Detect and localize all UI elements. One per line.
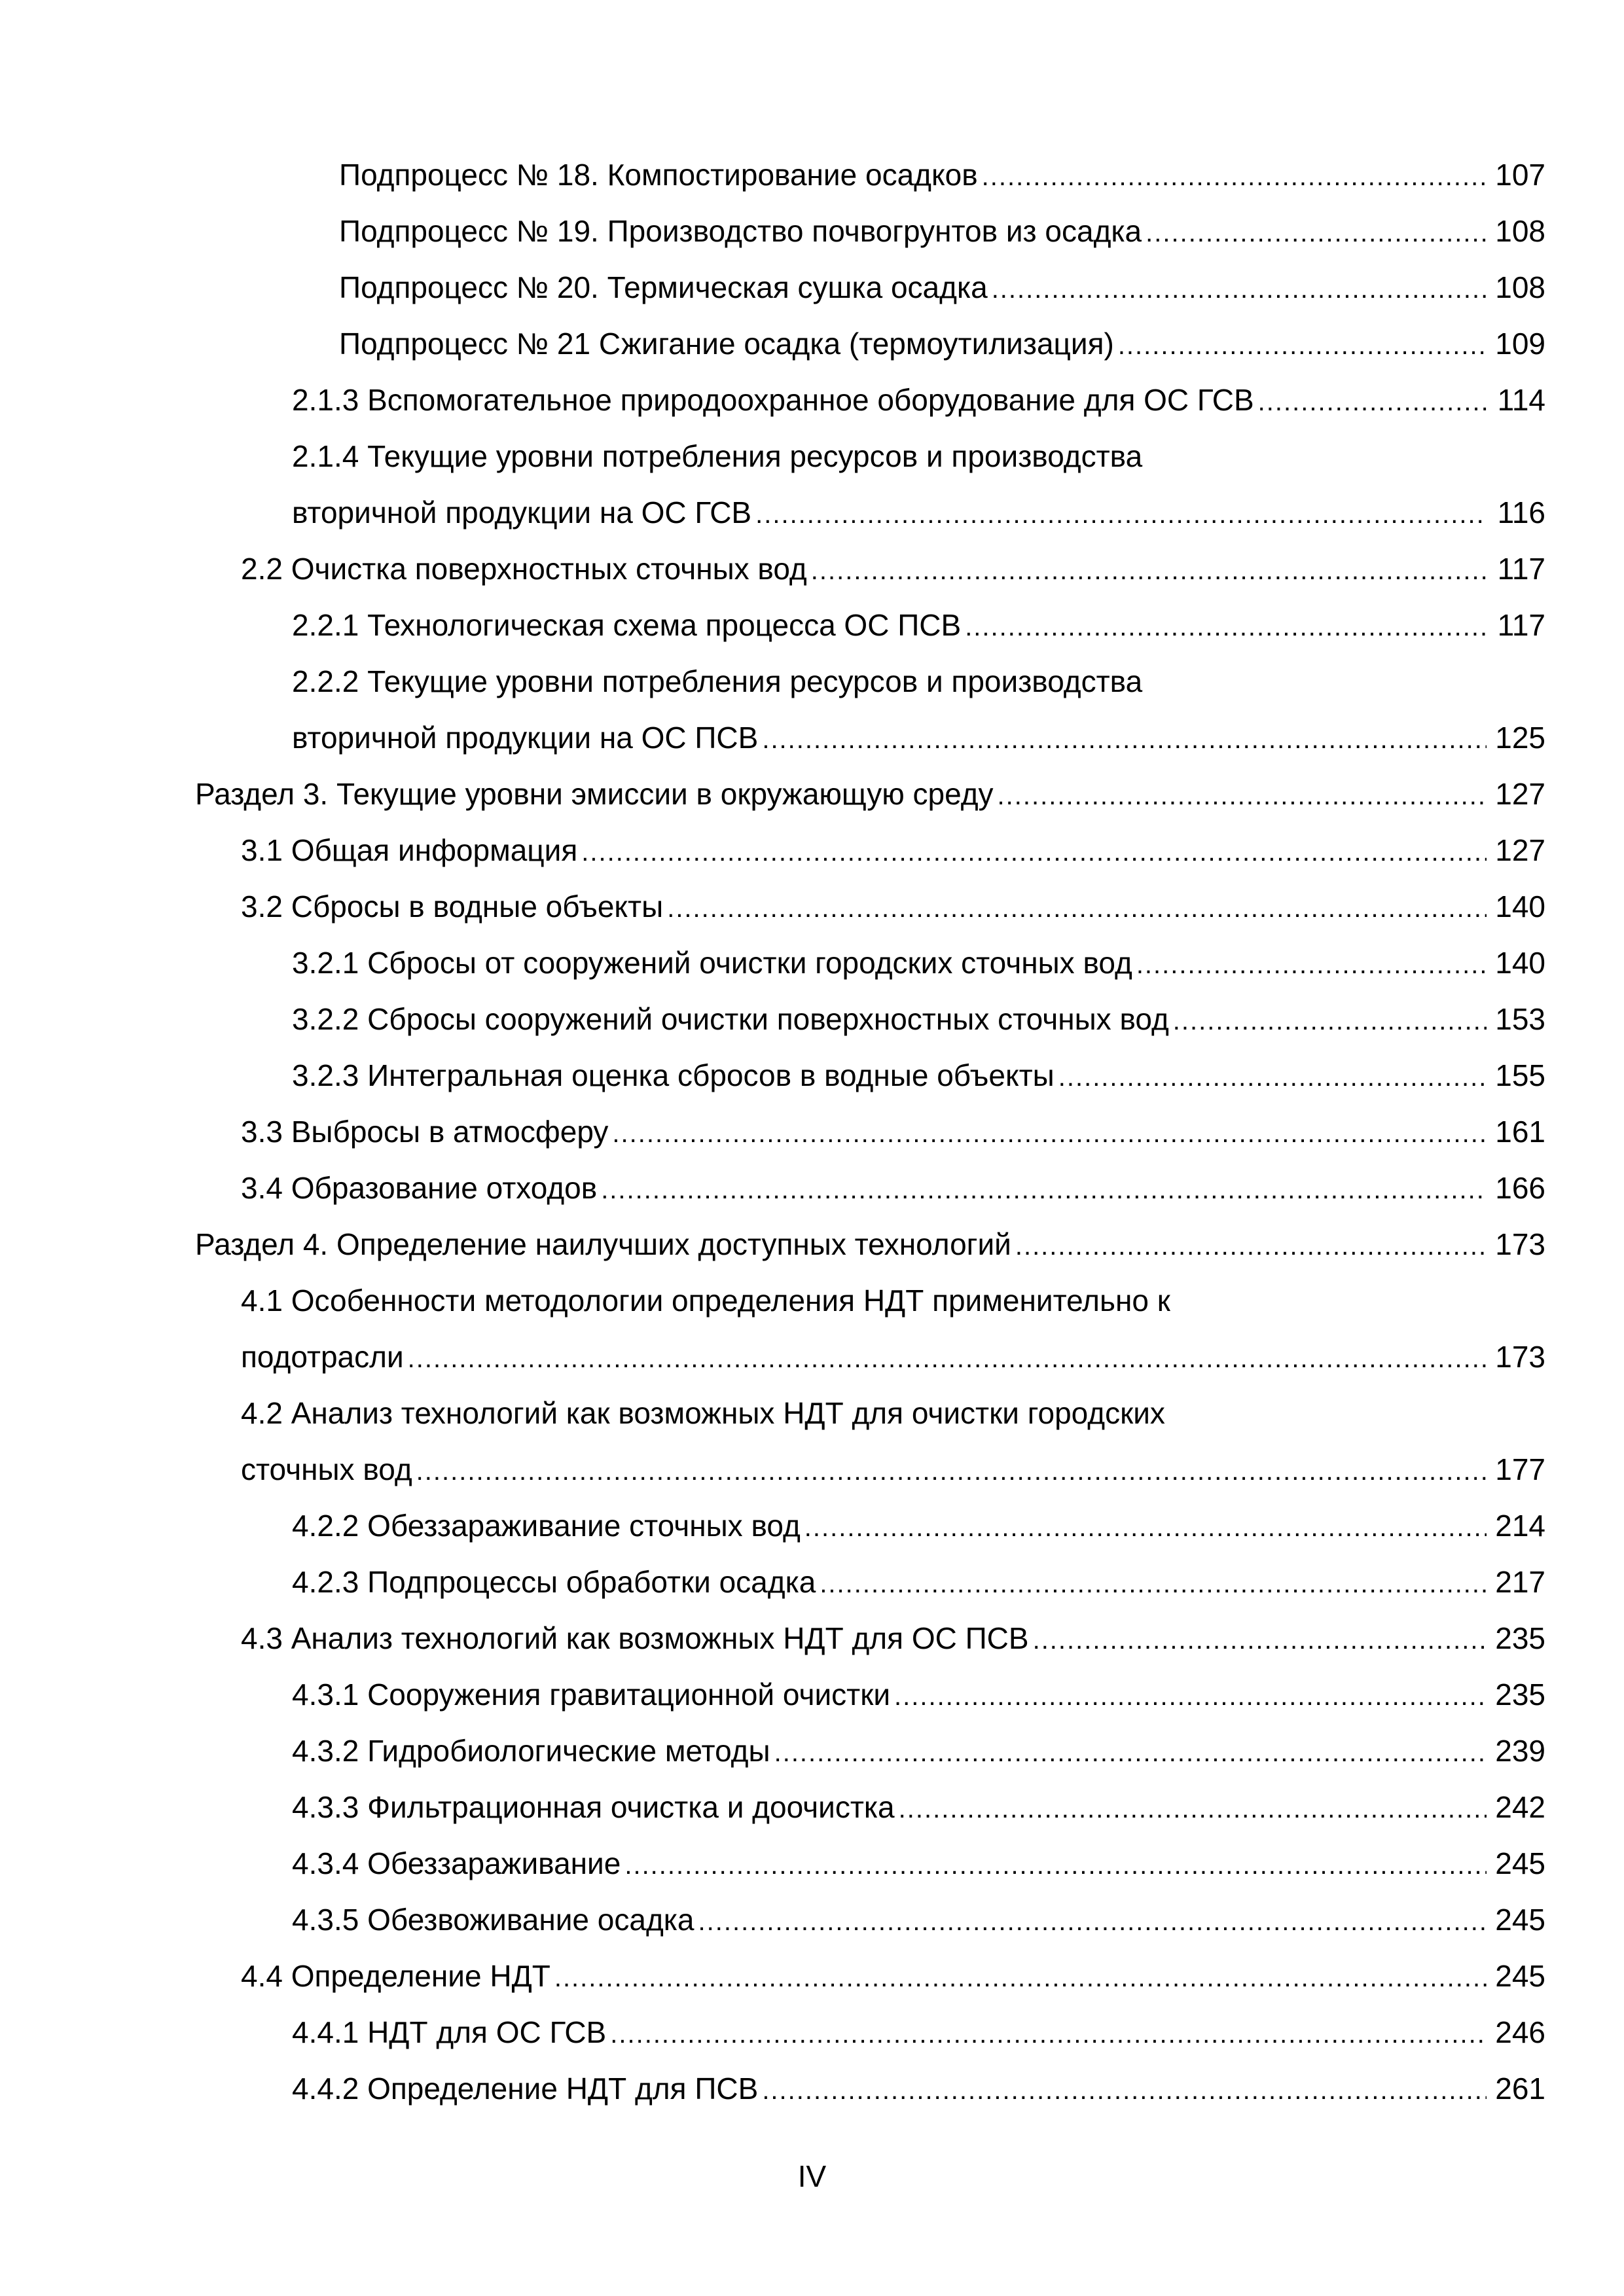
dot-leader [601,1167,1487,1213]
toc-entry-section[interactable] [195,771,1545,817]
toc-entry-page: 155 [1495,1058,1545,1092]
dot-leader [804,1505,1487,1551]
toc-entry[interactable] [292,1728,1545,1774]
toc-entry-title: 4.2 Анализ технологий как возможных НДТ для очистки городских [241,1396,1165,1430]
toc-entry[interactable] [241,1615,1545,1661]
toc-entry-title: 3.2.2 Сбросы сооружений очистки поверхностных сточных вод [292,1002,1169,1036]
toc-entry[interactable] [292,940,1545,986]
toc-entry-title: 2.1.4 Текущие уровни потребления ресурсов и производства [292,439,1143,473]
toc-entry-title: 4.3.4 Обеззараживание [292,1846,621,1880]
toc-entry-page: 173 [1495,1227,1545,1261]
toc-entry[interactable] [292,1672,1545,1717]
toc-entry[interactable] [241,546,1545,592]
dot-leader [1146,210,1487,256]
dot-leader [1136,942,1487,988]
toc-entry-page: 245 [1495,1846,1545,1880]
dot-leader [698,1899,1487,1945]
toc-entry-title: 4.3.1 Сооружения гравитационной очистки [292,1677,891,1712]
dot-leader [811,548,1487,594]
toc-entry-title: 3.2.3 Интегральная оценка сбросов в водные объекты [292,1058,1055,1092]
toc-entry-page: 107 [1495,158,1545,192]
toc-entry[interactable] [292,1503,1545,1549]
toc-entry-section[interactable] [195,1221,1545,1267]
toc-entry-page: 140 [1495,889,1545,924]
dot-leader [408,1336,1487,1382]
toc-entry-title: 4.3.2 Гидробиологические методы [292,1734,770,1768]
toc-entry-title: 4.2.3 Подпроцессы обработки осадка [292,1565,816,1599]
toc-entry-page: 117 [1497,552,1545,586]
toc-entry-title: 3.2 Сбросы в водные объекты [241,889,664,924]
dot-leader [755,492,1487,537]
toc-entry-title-continuation: сточных вод [241,1452,412,1486]
dot-leader [982,154,1487,200]
toc-entry[interactable] [292,1052,1545,1098]
dot-leader [1118,323,1487,368]
dot-leader [1015,1223,1487,1269]
toc-entry-page: 161 [1495,1115,1545,1149]
toc-entry-title: Раздел 4. Определение наилучших доступных технологий [195,1227,1011,1261]
dot-leader [667,886,1487,931]
toc-entry-page: 153 [1495,1002,1545,1036]
toc-entry-page: 235 [1495,1621,1545,1655]
toc-entry[interactable] [292,715,1545,761]
toc-entry[interactable] [292,996,1545,1042]
dot-leader [762,2068,1487,2113]
toc-entry-title: 4.2.2 Обеззараживание сточных вод [292,1509,801,1543]
toc-entry[interactable] [339,321,1545,367]
dot-leader [624,1842,1487,1888]
dot-leader [1033,1617,1487,1663]
toc-entry-page: 245 [1495,1959,1545,1993]
toc-entry[interactable] [292,1559,1545,1605]
toc-entry-page: 245 [1495,1903,1545,1937]
dot-leader [1258,379,1487,425]
toc-entry-title: 2.1.3 Вспомогательное природоохранное оборудование для ОС ГСВ [292,383,1254,417]
toc-entry-title: 4.4 Определение НДТ [241,1959,550,1993]
toc-entry-title: Подпроцесс № 20. Термическая сушка осадка [339,270,988,304]
toc-entry-title: 3.1 Общая информация [241,833,578,867]
toc-entry[interactable] [339,264,1545,310]
dot-leader [992,266,1487,312]
toc-entry[interactable] [292,1840,1545,1886]
toc-entry-title: Раздел 3. Текущие уровни эмиссии в окружающую среду [195,777,994,811]
toc-entry-title-continuation: подотрасли [241,1340,404,1374]
toc-entry[interactable] [339,152,1545,198]
toc-entry[interactable] [339,208,1545,254]
toc-entry-title: 2.2.2 Текущие уровни потребления ресурсов и производства [292,664,1143,698]
toc-entry-title: 3.4 Образование отходов [241,1171,598,1205]
toc-entry[interactable] [241,884,1545,929]
toc-entry-page: 116 [1497,495,1545,529]
toc-entry[interactable] [241,1109,1545,1155]
toc-entry[interactable] [241,1953,1545,1999]
toc-entry-page: 127 [1495,833,1545,867]
toc-entry-title: 4.4.2 Определение НДТ для ПСВ [292,2072,759,2106]
toc-entry-title: 2.2 Очистка поверхностных сточных вод [241,552,807,586]
toc-entry-title: 2.2.1 Технологическая схема процесса ОС ПСВ [292,608,962,642]
toc-entry-title: 4.3 Анализ технологий как возможных НДТ для ОС ПСВ [241,1621,1029,1655]
toc-entry-title: Подпроцесс № 19. Производство почвогрунтов из осадка [339,214,1142,248]
toc-entry-page: 109 [1495,327,1545,361]
toc-entry-page: 140 [1495,946,1545,980]
toc-entry-page: 166 [1495,1171,1545,1205]
toc-entry-page: 242 [1495,1790,1545,1824]
toc-entry-title: 3.2.1 Сбросы от сооружений очистки городских сточных вод [292,946,1132,980]
toc-entry-title: Подпроцесс № 21 Сжигание осадка (термоутилизация) [339,327,1114,361]
dot-leader [894,1674,1487,1719]
toc-entry-first-line[interactable] [241,1278,1545,1323]
dot-leader [610,2011,1487,2057]
toc-entry-first-line[interactable] [292,658,1545,704]
toc-entry-page: 108 [1495,214,1545,248]
toc-entry-page: 177 [1495,1452,1545,1486]
dot-leader [965,604,1487,650]
toc-entry[interactable] [241,1165,1545,1211]
toc-entry-title: 4.3.5 Обезвоживание осадка [292,1903,695,1937]
toc-entry-page: 125 [1495,721,1545,755]
toc-entry-title-continuation: вторичной продукции на ОС ГСВ [292,495,752,529]
page-number: IV [797,2159,827,2193]
toc-entry[interactable] [292,2066,1545,2111]
toc-entry-page: 235 [1495,1677,1545,1712]
toc-entry[interactable] [292,490,1545,535]
toc-entry-title: 4.3.3 Фильтрационная очистка и доочистка [292,1790,895,1824]
toc-entry-title-continuation: вторичной продукции на ОС ПСВ [292,721,759,755]
dot-leader [1173,998,1487,1044]
toc-entry-title: 4.1 Особенности методологии определения НДТ применительно к [241,1283,1170,1318]
dot-leader [416,1448,1487,1494]
toc-entry-first-line[interactable] [241,1390,1545,1436]
dot-leader [820,1561,1487,1607]
toc-entry[interactable] [241,1446,1545,1492]
toc-entry[interactable] [292,1897,1545,1943]
dot-leader [899,1786,1487,1832]
dot-leader [998,773,1487,819]
dot-leader [581,829,1487,875]
toc-entry[interactable] [292,377,1545,423]
toc-entry[interactable] [241,1334,1545,1380]
toc-entry-title: Подпроцесс № 18. Компостирование осадков [339,158,978,192]
dot-leader [1058,1054,1487,1100]
dot-leader [774,1730,1487,1776]
toc-entry-page: 217 [1495,1565,1545,1599]
toc-entry-page: 246 [1495,2015,1545,2049]
toc-entry-page: 108 [1495,270,1545,304]
toc-entry-page: 127 [1495,777,1545,811]
toc-entry-page: 173 [1495,1340,1545,1374]
toc-entry[interactable] [241,827,1545,873]
toc-entry[interactable] [292,1784,1545,1830]
toc-entry-page: 117 [1497,608,1545,642]
dot-leader [554,1955,1487,2001]
toc-entry-title: 3.3 Выбросы в атмосферу [241,1115,609,1149]
toc-entry-page: 114 [1497,383,1545,417]
toc-entry-title: 4.4.1 НДТ для ОС ГСВ [292,2015,607,2049]
dot-leader [612,1111,1487,1157]
toc-entry-page: 239 [1495,1734,1545,1768]
dot-leader [762,717,1487,762]
toc-entry[interactable] [292,2009,1545,2055]
toc-entry-first-line[interactable] [292,433,1545,479]
toc-entry-page: 214 [1495,1509,1545,1543]
toc-entry-page: 261 [1495,2072,1545,2106]
toc-entry[interactable] [292,602,1545,648]
